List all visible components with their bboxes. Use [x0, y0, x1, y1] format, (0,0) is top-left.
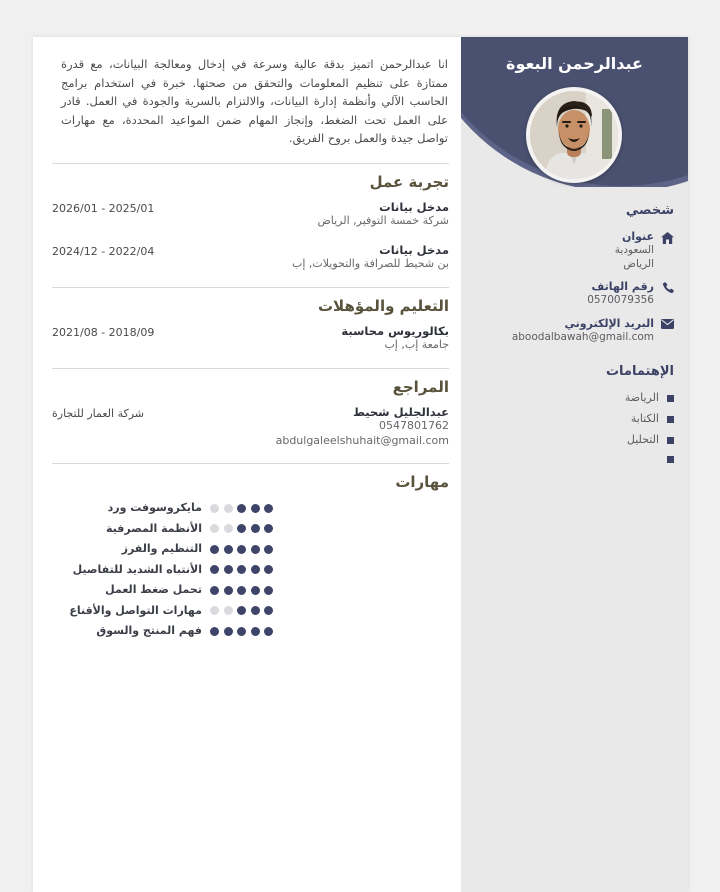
home-icon: [661, 230, 674, 244]
phone-value: 0570079356: [587, 294, 654, 306]
job-company: بن شحيط للصرافة والتحويلات, إب: [291, 257, 449, 270]
section-divider: [52, 287, 449, 288]
experience-entry: [52, 243, 449, 272]
skill-label: الأنتباه الشديد للتفاصيل: [72, 562, 202, 576]
skill-row: [47, 522, 449, 536]
education-section-title: التعليم والمؤهلات: [317, 296, 449, 315]
contact-item-email: [473, 317, 674, 345]
job-dates: 2024/12 - 2022/04: [52, 244, 155, 258]
skill-row: [47, 542, 449, 556]
profile-summary: انا عبدالرحمن اتميز بدقة عالية وسرعة في إدخال ومعالجة البيانات، مع قدرة ممتازة على تنظيم المعلومات والتحقق من صحتها. خبرة في استخدام برامج الحاسب الآلي وأنظمة إدارة البيانات، والالتزام بالسرية والجودة في العمل. قادر على العمل تحت الضغط، وإنجاز المهام ضمن المواعيد المحددة، مع مهارات تواصل جيدة والعمل بروح الفريق.: [61, 57, 448, 145]
address-city: الرياض: [623, 257, 654, 270]
education-entry: [52, 324, 449, 353]
experience-entry: [52, 200, 449, 229]
resume-main-column: [33, 37, 461, 892]
job-title: مدخل بيانات: [379, 199, 449, 214]
skills-list: [47, 501, 449, 638]
reference-company: شركة العمار للتجارة: [52, 406, 144, 420]
personal-section: [461, 203, 688, 344]
contact-item-phone: [473, 280, 674, 308]
interest-item: [473, 433, 674, 447]
section-divider: [52, 463, 449, 464]
job-dates: 2026/01 - 2025/01: [52, 201, 155, 215]
email-icon: [661, 317, 674, 329]
degree-dates: 2021/08 - 2018/09: [52, 325, 155, 339]
skill-row: [47, 501, 449, 515]
square-bullet-icon: [667, 416, 674, 423]
square-bullet-icon: [667, 456, 674, 463]
references-section-title: المراجع: [392, 377, 449, 396]
skill-label: مايكروسوفت ورد: [107, 501, 202, 514]
section-divider: [52, 368, 449, 369]
skill-rating-dots: [210, 504, 273, 513]
resume-page: [33, 37, 688, 892]
interests-section: [461, 364, 688, 464]
personal-section-title: شخصي: [625, 203, 674, 218]
skill-row: [47, 604, 449, 618]
job-title: مدخل بيانات: [379, 242, 449, 257]
email-label: البريد الإلكتروني: [564, 316, 654, 330]
skill-label: تحمل ضغط العمل: [105, 583, 202, 596]
section-divider: [52, 163, 449, 164]
contact-item-address: [473, 230, 674, 271]
interest-label: الرياضة: [624, 391, 659, 404]
skill-rating-dots: [210, 565, 273, 574]
interest-label: التحليل: [626, 433, 659, 446]
reference-email: abdulgaleelshuhait@gmail.com: [275, 433, 449, 447]
skill-label: التنظيم والفرز: [121, 542, 202, 555]
interest-item: [473, 412, 674, 426]
skills-section-title: مهارات: [395, 473, 449, 491]
phone-label: رقم الهاتف: [591, 280, 654, 293]
degree-title: بكالوريوس محاسبة: [341, 323, 449, 338]
interest-label: الكتابة: [630, 412, 659, 425]
address-country: السعودية: [614, 244, 654, 256]
skill-label: الأنظمة المصرفية: [105, 521, 202, 535]
skill-rating-dots: [210, 524, 273, 533]
phone-icon: [661, 280, 674, 294]
skill-row: [47, 563, 449, 577]
skill-label: مهارات التواصل والأقناع: [69, 603, 202, 617]
job-company: شركة خمسة التوفير, الرياض: [317, 214, 449, 227]
degree-school: جامعة إب, إب: [384, 338, 449, 351]
interest-item: [473, 454, 674, 464]
square-bullet-icon: [667, 437, 674, 444]
reference-phone: 0547801762: [379, 419, 449, 432]
profile-photo-illustration: [530, 91, 618, 179]
resume-sidebar: [461, 37, 688, 892]
interest-item: [473, 391, 674, 405]
skill-label: فهم المنتج والسوق: [96, 624, 202, 637]
skill-rating-dots: [210, 586, 273, 595]
square-bullet-icon: [667, 395, 674, 402]
address-label: عنوان: [621, 230, 654, 243]
experience-section-title: تجربة عمل: [369, 172, 449, 191]
profile-photo: [526, 87, 622, 183]
skill-row: [47, 624, 449, 638]
interests-section-title: الإهتمامات: [605, 364, 674, 379]
reference-entry: [52, 405, 449, 449]
skill-row: [47, 583, 449, 597]
email-value: aboodalbawah@gmail.com: [511, 330, 654, 343]
reference-name: عبدالجليل شحيط: [352, 404, 449, 419]
skill-rating-dots: [210, 627, 273, 636]
skill-rating-dots: [210, 545, 273, 554]
skill-rating-dots: [210, 606, 273, 615]
candidate-name: عبدالرحمن البعوة: [506, 54, 643, 73]
